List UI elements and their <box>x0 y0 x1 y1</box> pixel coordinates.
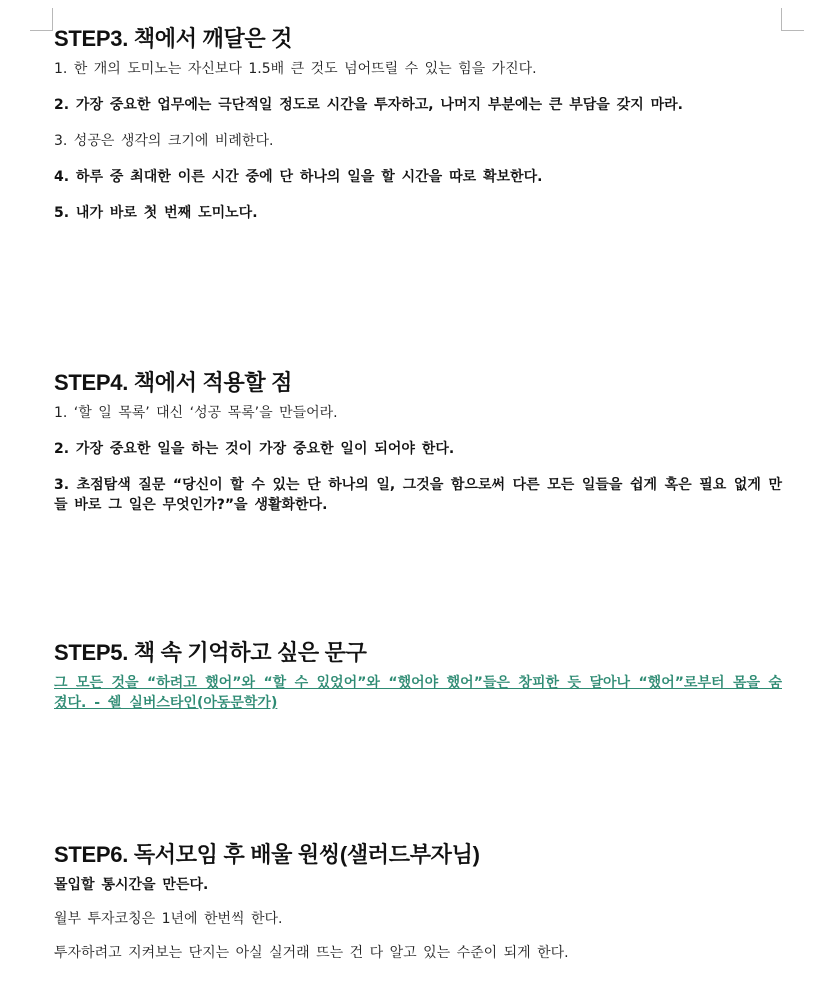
step5-heading: STEP5. 책 속 기억하고 싶은 문구 <box>54 640 367 665</box>
step6-item-2: 월부 투자코칭은 1년에 한번씩 한다. <box>54 911 283 927</box>
step6-item-3: 투자하려고 지켜보는 단지는 아실 실거래 뜨는 건 다 알고 있는 수준이 되게 한다. <box>54 945 569 961</box>
step6-section <box>54 841 782 977</box>
step4-heading: STEP4. 책에서 적용할 점 <box>54 370 293 395</box>
step4-item-3: 3. 초점탐색 질문 “당신이 할 수 있는 단 하나의 일, 그것을 함으로써 다른 모든 일들을 쉽게 혹은 필요 없게 만들 바로 그 일은 무엇인가?”을 생활화한다. <box>54 477 782 513</box>
page-corner-mark-left <box>30 8 53 31</box>
step5-quote: 그 모든 것을 “하려고 했어”와 “할 수 있었어”와 “했어야 했어”들은 창피한 듯 달아나 “했어”로부터 몸을 숨겼다. - 쉘 실버스타인(아동문학가) <box>54 675 782 711</box>
step3-section <box>54 25 782 239</box>
step3-item-2: 2. 가장 중요한 업무에는 극단적일 정도로 시간을 투자하고, 나머지 부분에는 큰 부담을 갖지 마라. <box>54 97 683 113</box>
step4-section <box>54 369 782 531</box>
step4-item-1: 1. ‘할 일 목록’ 대신 ‘성공 목록’을 만들어라. <box>54 405 338 421</box>
page-corner-mark-right <box>781 8 804 31</box>
step6-heading: STEP6. 독서모임 후 배울 원씽(샐러드부자님) <box>54 842 480 867</box>
step6-item-1: 몰입할 통시간을 만든다. <box>54 877 209 893</box>
step5-section <box>54 639 782 713</box>
step3-item-4: 4. 하루 중 최대한 이른 시간 중에 단 하나의 일을 할 시간을 따로 확보한다. <box>54 169 543 185</box>
step3-item-1: 1. 한 개의 도미노는 자신보다 1.5배 큰 것도 넘어뜨릴 수 있는 힘을 가진다. <box>54 61 537 77</box>
step3-item-5: 5. 내가 바로 첫 번째 도미노다. <box>54 205 258 221</box>
step3-item-3: 3. 성공은 생각의 크기에 비례한다. <box>54 133 274 149</box>
step3-heading: STEP3. 책에서 깨달은 것 <box>54 26 293 51</box>
step4-item-2: 2. 가장 중요한 일을 하는 것이 가장 중요한 일이 되어야 한다. <box>54 441 455 457</box>
